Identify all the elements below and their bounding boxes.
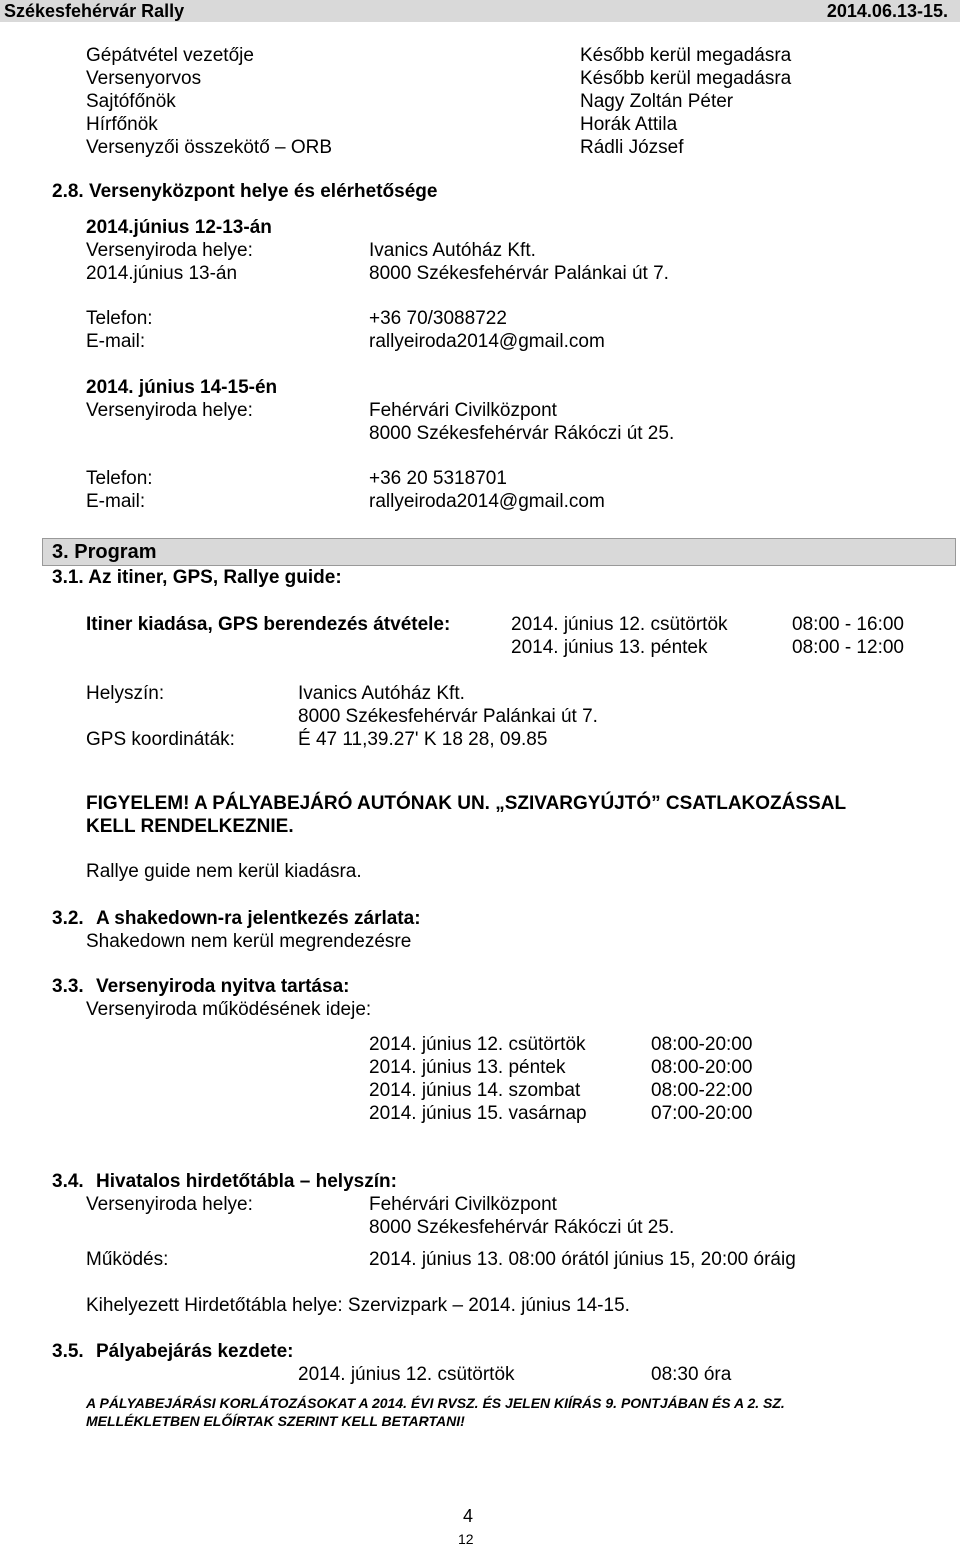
section-3-1-heading: 3.1. Az itiner, GPS, Rallye guide: bbox=[52, 567, 342, 588]
section-3-4-title: Hivatalos hirdetőtábla – helyszín: bbox=[96, 1171, 397, 1192]
official-name-5: Rádli József bbox=[580, 137, 684, 158]
period1-phone-label: Telefon: bbox=[86, 308, 153, 329]
itiner-date-1: 2014. június 12. csütörtök bbox=[511, 614, 728, 635]
itiner-time-2: 08:00 - 12:00 bbox=[792, 637, 904, 658]
gps-value: É 47 11,39.27' K 18 28, 09.85 bbox=[298, 729, 548, 750]
hours-date-2: 2014. június 13. péntek bbox=[369, 1057, 566, 1078]
header-date: 2014.06.13-15. bbox=[826, 1, 948, 21]
itiner-time-1: 08:00 - 16:00 bbox=[792, 614, 904, 635]
hours-date-3: 2014. június 14. szombat bbox=[369, 1080, 581, 1101]
official-role-2: Versenyorvos bbox=[86, 68, 202, 89]
helyszin-value: Ivanics Autóház Kft. bbox=[298, 683, 465, 704]
header-title: Székesfehérvár Rally bbox=[4, 1, 185, 21]
hours-time-2: 08:00-20:00 bbox=[651, 1057, 753, 1078]
mukodes-label: Működés: bbox=[86, 1249, 169, 1270]
hours-date-4: 2014. június 15. vasárnap bbox=[369, 1103, 587, 1124]
period1-phone: +36 70/3088722 bbox=[369, 308, 507, 329]
section-3-3-text: Versenyiroda működésének ideje: bbox=[86, 999, 372, 1020]
period2-label: Versenyiroda helye: bbox=[86, 400, 253, 421]
guide-note: Rallye guide nem kerül kiadásra. bbox=[86, 861, 362, 882]
helyszin-address: 8000 Székesfehérvár Palánkai út 7. bbox=[298, 706, 598, 727]
page-header bbox=[0, 0, 960, 22]
section-3-5-num: 3.5. bbox=[52, 1341, 84, 1362]
period2-email: rallyeiroda2014@gmail.com bbox=[369, 491, 605, 512]
gps-label: GPS koordináták: bbox=[86, 729, 235, 750]
official-name-1: Később kerül megadásra bbox=[580, 45, 792, 66]
section-3-2-text: Shakedown nem kerül megrendezésre bbox=[86, 931, 412, 952]
section-3-2-num: 3.2. bbox=[52, 908, 84, 929]
period1-address: 8000 Székesfehérvár Palánkai út 7. bbox=[369, 263, 669, 284]
section-3-5-date: 2014. június 12. csütörtök bbox=[298, 1364, 515, 1385]
itiner-date-2: 2014. június 13. péntek bbox=[511, 637, 708, 658]
program-heading: 3. Program bbox=[52, 541, 157, 563]
page-total: 12 bbox=[458, 1531, 474, 1547]
period1-label: Versenyiroda helye: bbox=[86, 240, 253, 261]
warning-line-2: MELLÉKLETBEN ELŐÍRTAK SZERINT KELL BETARTANI! bbox=[86, 1413, 465, 1429]
period1-email: rallyeiroda2014@gmail.com bbox=[369, 331, 605, 352]
mukodes-value: 2014. június 13. 08:00 órától június 15, 20:00 óráig bbox=[369, 1249, 796, 1270]
section-3-5-time: 08:30 óra bbox=[651, 1364, 732, 1385]
period1-value: Ivanics Autóház Kft. bbox=[369, 240, 536, 261]
figyelem-line-2: KELL RENDELKEZNIE. bbox=[86, 816, 294, 837]
section-3-3-num: 3.3. bbox=[52, 976, 84, 997]
helyszin-label: Helyszín: bbox=[86, 683, 165, 704]
period2-title: 2014. június 14-15-én bbox=[86, 377, 278, 398]
kihelyezett-text: Kihelyezett Hirdetőtábla helye: Szervizpark – 2014. június 14-15. bbox=[86, 1295, 630, 1316]
period2-phone-label: Telefon: bbox=[86, 468, 153, 489]
section-3-4-value: Fehérvári Civilközpont bbox=[369, 1194, 557, 1215]
section-3-5-title: Pályabejárás kezdete: bbox=[96, 1341, 294, 1362]
hours-date-1: 2014. június 12. csütörtök bbox=[369, 1034, 586, 1055]
official-name-3: Nagy Zoltán Péter bbox=[580, 91, 734, 112]
section-2-8-heading: 2.8. Versenyközpont helye és elérhetősége bbox=[52, 181, 438, 202]
official-name-4: Horák Attila bbox=[580, 114, 678, 135]
period2-email-label: E-mail: bbox=[86, 491, 146, 512]
period2-value: Fehérvári Civilközpont bbox=[369, 400, 557, 421]
figyelem-line-1: FIGYELEM! A PÁLYABEJÁRÓ AUTÓNAK UN. „SZIVARGYÚJTÓ” CSATLAKOZÁSSAL bbox=[86, 793, 847, 814]
hours-time-4: 07:00-20:00 bbox=[651, 1103, 753, 1124]
section-3-4-address: 8000 Székesfehérvár Rákóczi út 25. bbox=[369, 1217, 675, 1238]
period1-date2: 2014.június 13-án bbox=[86, 263, 238, 284]
section-3-4-num: 3.4. bbox=[52, 1171, 84, 1192]
warning-line-1: A PÁLYABEJÁRÁSI KORLÁTOZÁSOKAT A 2014. ÉVI RVSZ. ÉS JELEN KIÍRÁS 9. PONTJÁBAN ÉS A 2. SZ. bbox=[86, 1395, 785, 1411]
official-role-5: Versenyzői összekötő – ORB bbox=[86, 137, 333, 158]
page-number: 4 bbox=[463, 1506, 474, 1526]
official-role-4: Hírfőnök bbox=[86, 114, 158, 135]
program-heading-box bbox=[42, 538, 956, 566]
section-3-2-title: A shakedown-ra jelentkezés zárlata: bbox=[96, 908, 421, 929]
period2-address: 8000 Székesfehérvár Rákóczi út 25. bbox=[369, 423, 675, 444]
itiner-label: Itiner kiadása, GPS berendezés átvétele: bbox=[86, 614, 451, 635]
official-role-1: Gépátvétel vezetője bbox=[86, 45, 254, 66]
period2-phone: +36 20 5318701 bbox=[369, 468, 507, 489]
period1-email-label: E-mail: bbox=[86, 331, 146, 352]
hours-time-3: 08:00-22:00 bbox=[651, 1080, 753, 1101]
official-name-2: Később kerül megadásra bbox=[580, 68, 792, 89]
section-3-4-label: Versenyiroda helye: bbox=[86, 1194, 253, 1215]
official-role-3: Sajtófőnök bbox=[86, 91, 176, 112]
hours-time-1: 08:00-20:00 bbox=[651, 1034, 753, 1055]
period1-title: 2014.június 12-13-án bbox=[86, 217, 272, 238]
section-3-3-title: Versenyiroda nyitva tartása: bbox=[96, 976, 350, 997]
